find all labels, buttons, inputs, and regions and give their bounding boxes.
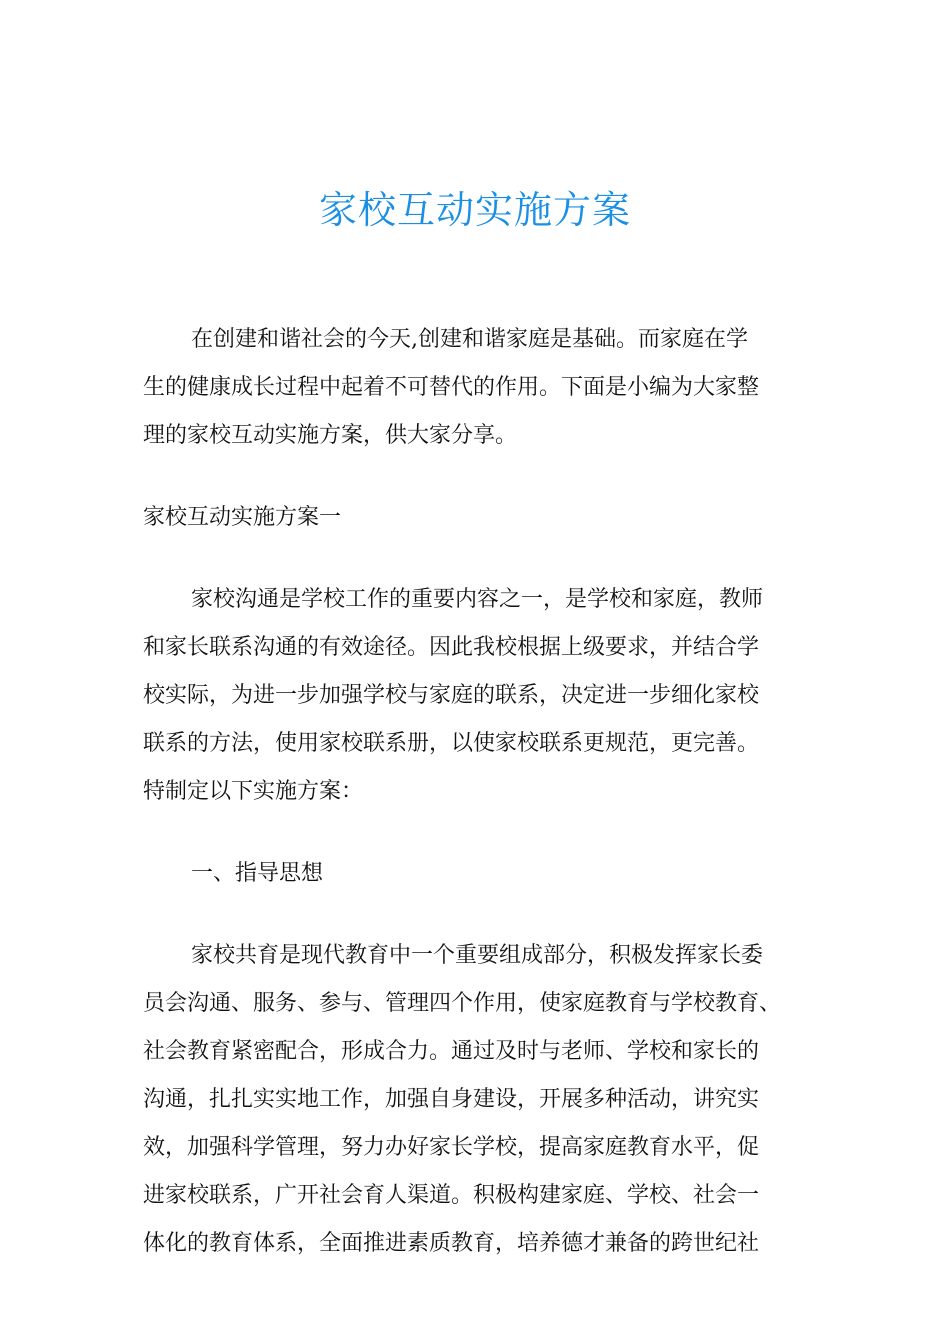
text-line: 联系的方法，使用家校联系册，以使家校联系更规范，更完善。 bbox=[143, 731, 760, 756]
text-line: 家校共育是现代教育中一个重要组成部分，积极发挥家长委 bbox=[191, 943, 764, 968]
text-line: 员会沟通、服务、参与、管理四个作用，使家庭教育与学校教育、 bbox=[143, 991, 782, 1016]
text-line: 理的家校互动实施方案，供大家分享。 bbox=[143, 423, 518, 448]
text-line: 特制定以下实施方案： bbox=[143, 779, 364, 804]
document-title: 家校互动实施方案 bbox=[318, 188, 631, 232]
document-body bbox=[143, 316, 833, 1268]
text-line: 在创建和谐社会的今天,创建和谐家庭是基础。而家庭在学 bbox=[191, 327, 748, 352]
plan-one-paragraph bbox=[143, 576, 833, 816]
text-line: 校实际，为进一步加强学校与家庭的联系，决定进一步细化家校 bbox=[143, 683, 760, 708]
section-heading-plan-one bbox=[143, 494, 833, 542]
text-line: 沟通，扎扎实实地工作，加强自身建设，开展多种活动，讲究实 bbox=[143, 1087, 760, 1112]
text-line: 进家校联系，广开社会育人渠道。积极构建家庭、学校、社会一 bbox=[143, 1183, 760, 1208]
text-line: 和家长联系沟通的有效途径。因此我校根据上级要求，并结合学 bbox=[143, 635, 760, 660]
text-line: 家校沟通是学校工作的重要内容之一，是学校和家庭，教师 bbox=[191, 587, 764, 612]
text-line: 家校互动实施方案一 bbox=[143, 505, 342, 530]
text-line: 生的健康成长过程中起着不可替代的作用。下面是小编为大家整 bbox=[143, 375, 760, 400]
text-line: 效，加强科学管理，努力办好家长学校，提高家庭教育水平，促 bbox=[143, 1135, 760, 1160]
section-heading-guiding-ideology bbox=[143, 850, 833, 898]
guiding-ideology-paragraph bbox=[143, 932, 833, 1268]
text-line: 一、指导思想 bbox=[191, 861, 324, 886]
intro-paragraph bbox=[143, 316, 833, 460]
text-line: 体化的教育体系，全面推进素质教育，培养德才兼备的跨世纪社 bbox=[143, 1231, 760, 1256]
text-line: 社会教育紧密配合，形成合力。通过及时与老师、学校和家长的 bbox=[143, 1039, 760, 1064]
